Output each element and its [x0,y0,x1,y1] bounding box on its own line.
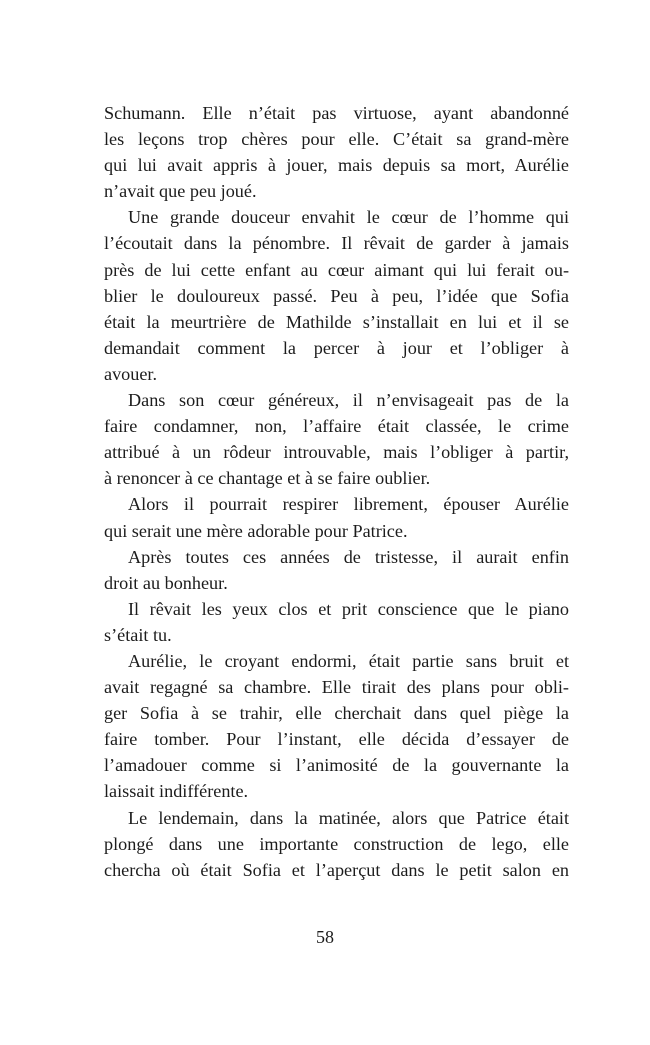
paragraph-first-line: Alors il pourrait respirer librement, épouser Aurélie [128,494,569,515]
text-line: les leçons trop chères pour elle. C’était sa grand-mère [104,129,569,150]
text-line: ger Sofia à se trahir, elle cherchait dans quel piège la [104,703,569,724]
text-line: Schumann. Elle n’était pas virtuose, ayant abandonné [104,103,569,123]
book-page-text [104,100,569,883]
text-line: faire condamner, non, l’affaire était classée, le crime [104,416,569,437]
text-line: n’avait que peu joué. [104,181,257,202]
text-line: était la meurtrière de Mathilde s’installait en lui et il se [104,311,569,332]
paragraph-first-line: Dans son cœur généreux, il n’envisageait pas de la [128,390,569,411]
paragraph-first-line: Après toutes ces années de tristesse, il aurait enfin [128,546,569,567]
page-number: 58 [316,927,334,947]
text-line: près de lui cette enfant au cœur aimant qui lui ferait ou- [104,259,569,280]
paragraph-first-line: Une grande douceur envahit le cœur de l’homme qui [128,207,569,228]
text-line: à renoncer à ce chantage et à se faire oublier. [104,468,431,489]
text-line: chercha où était Sofia et l’aperçut dans le petit salon en [104,859,569,880]
text-line: plongé dans une importante construction de lego, elle [104,833,569,854]
paragraph-first-line: Aurélie, le croyant endormi, était partie sans bruit et [128,650,569,671]
text-line: attribué à un rôdeur introuvable, mais l’obliger à partir, [104,442,569,463]
text-line: blier le douloureux passé. Peu à peu, l’idée que Sofia [104,285,569,306]
text-line: laissait indifférente. [104,781,249,802]
paragraph-first-line: Le lendemain, dans la matinée, alors que Patrice était [128,807,569,828]
text-line: s’était tu. [104,624,172,645]
text-line: droit au bonheur. [104,572,228,593]
text-line: l’écoutait dans la pénombre. Il rêvait de garder à jamais [104,233,569,254]
text-line: avouer. [104,363,158,384]
paragraph-first-line: Il rêvait les yeux clos et prit conscience que le piano [128,598,569,619]
text-line: l’amadouer comme si l’animosité de la gouvernante la [104,755,569,776]
text-line: avait regagné sa chambre. Elle tirait des plans pour obli- [104,677,569,698]
text-line: qui lui avait appris à jouer, mais depuis sa mort, Aurélie [104,155,569,176]
text-line: demandait comment la percer à jour et l’obliger à [104,337,569,358]
text-line: qui serait une mère adorable pour Patrice. [104,520,408,541]
text-line: faire tomber. Pour l’instant, elle décida d’essayer de [104,729,569,750]
